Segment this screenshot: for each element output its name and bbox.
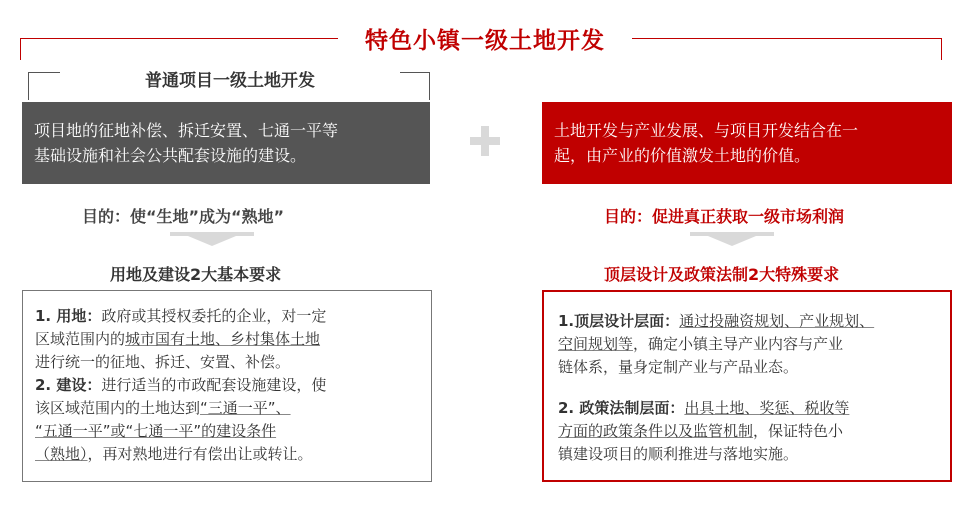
detail-line: 镇建设项目的顺利推进与落地实施。 (558, 445, 799, 463)
down-arrow-icon (690, 232, 774, 246)
detail-line (558, 333, 944, 356)
top-level-design-key: 1.顶层设计层面： (558, 312, 680, 330)
detail-text-underlined: 通过投融资规划、产业规划、 (679, 312, 875, 330)
detail-text-underlined: “三通一平”、 (200, 399, 291, 417)
detail-text: 区域范围内的 (35, 330, 126, 348)
left-description-box (22, 102, 430, 184)
detail-line (558, 310, 944, 333)
detail-text: ，保证特色小 (753, 422, 844, 440)
right-desc-line: 起，由产业的价值激发土地的价值。 (554, 146, 811, 165)
detail-text-underlined: “五通一平”或“七通一平”的建设条件 (35, 422, 277, 440)
detail-line (35, 305, 423, 328)
plus-icon (466, 122, 504, 160)
right-detail-box (542, 290, 952, 482)
title-bracket-left (20, 38, 21, 60)
detail-line (35, 397, 423, 420)
detail-line (35, 374, 423, 397)
title-rule-right (632, 38, 942, 39)
detail-line (35, 443, 423, 466)
detail-text: 该区域范围内的土地达到 (35, 399, 201, 417)
main-title: 特色小镇一级土地开发 (365, 28, 605, 54)
down-arrow-icon (170, 232, 254, 246)
detail-text: 政府或其授权委托的企业，对一定 (101, 307, 327, 325)
left-desc-line: 基础设施和社会公共配套设施的建设。 (34, 146, 307, 165)
left-desc-line: 项目地的征地补偿、拆迁安置、七通一平等 (34, 121, 339, 140)
detail-line (558, 356, 944, 379)
right-desc-line: 土地开发与产业发展、与项目开发结合在一 (554, 121, 859, 140)
detail-line (558, 397, 944, 420)
title-bracket-right (941, 38, 942, 60)
detail-text: 链体系 (558, 358, 604, 376)
policy-law-key: 2. 政策法制层面： (558, 399, 685, 417)
detail-text-underlined: 出具土地、奖惩、税收等 (684, 399, 850, 417)
detail-line: 进行统一的征地、拆迁、安置、补偿。 (35, 353, 291, 371)
detail-text: ，量身定制产业与产品业态。 (603, 358, 799, 376)
left-subtitle: 普通项目一级土地开发 (60, 66, 400, 91)
detail-text: ，确定小镇主导产业内容与产业 (633, 335, 844, 353)
left-requirement-heading: 用地及建设2大基本要求 (110, 265, 282, 284)
detail-text-underlined: （熟地） (35, 445, 88, 463)
detail-line (35, 328, 423, 351)
construction-key: 2. 建设： (35, 376, 102, 394)
detail-line (35, 420, 423, 443)
right-description-box (542, 102, 952, 184)
left-detail-box (22, 290, 432, 482)
title-rule-left (20, 38, 338, 39)
detail-text-underlined: 城市国有土地、乡村集体土地 (125, 330, 321, 348)
detail-text: ，再对熟地进行有偿出让或转让。 (87, 445, 313, 463)
left-purpose: 目的：使“生地”成为“熟地” (82, 207, 285, 226)
detail-line (558, 420, 944, 443)
right-requirement-heading: 顶层设计及政策法制2大特殊要求 (604, 265, 840, 284)
detail-text: 进行适当的市政配套设施建设，使 (101, 376, 327, 394)
right-purpose: 目的：促进真正获取一级市场利润 (604, 207, 845, 226)
detail-text-underlined: 方面的政策条件以及监管机制 (558, 422, 754, 440)
land-use-key: 1. 用地： (35, 307, 102, 325)
detail-text-underlined: 空间规划等 (558, 335, 634, 353)
